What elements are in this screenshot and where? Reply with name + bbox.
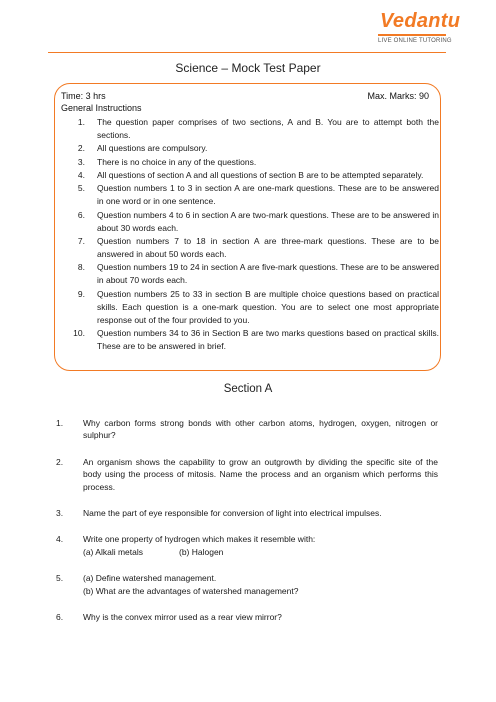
question-text: Write one property of hydrogen which makes it resemble with: <box>83 534 316 545</box>
question-options <box>83 546 438 558</box>
general-instructions-heading: General Instructions <box>61 103 142 113</box>
paper-title: Science – Mock Test Paper <box>175 61 321 75</box>
instruction-item: 1. The question paper comprises of two sections, A and B. You are to attempt both the sections. <box>77 117 439 141</box>
question-part-b: (b) What are the advantages of watershed management? <box>83 585 299 596</box>
instruction-item: 9. Question numbers 25 to 33 in section B are multiple choice questions based on practical skills. Each question is a one-mark question. You are to select one most appropriate response out of the four provided to you. <box>77 288 439 325</box>
instruction-item: 5. Question numbers 1 to 3 in section A are one-mark questions. These are to be answered in one word or in one sentence. <box>77 183 439 207</box>
question-item: 1. Why carbon forms strong bonds with other carbon atoms, hydrogen, oxygen, nitrogen or sulphur? <box>56 418 438 441</box>
instruction-item: 3. There is no choice in any of the questions. <box>77 156 257 167</box>
time-label: Time: 3 hrs <box>61 91 106 101</box>
question-item: 6. Why is the convex mirror used as a rear view mirror? <box>56 612 282 623</box>
option-b: (b) Halogen <box>179 546 224 557</box>
logo-wordmark: Vedantu <box>380 10 461 32</box>
section-a-heading: Section A <box>223 383 273 395</box>
question-item: 4. Write one property of hydrogen which makes it resemble with: (a) Alkali metals (b) Halogen <box>56 533 438 558</box>
vedantu-logo <box>376 10 486 54</box>
instruction-item: 4. All questions of section A and all questions of section B are to be attempted separately. <box>77 169 424 180</box>
instructions-list <box>61 116 439 354</box>
questions-list <box>56 417 438 623</box>
question-item: 2. An organism shows the capability to grow an outgrowth by dividing the specific site of the body using the process of mitosis. Name the process and an organism which performs this process. <box>56 456 438 492</box>
instruction-item: 6. Question numbers 4 to 6 in section A are two-mark questions. These are to be answered in about 30 words each. <box>77 209 439 233</box>
logo-underline <box>378 34 446 36</box>
instruction-item: 10. Question numbers 34 to 36 in Section B are two marks questions based on practical skills. These are to be answered in brief. <box>73 328 439 352</box>
instructions-header <box>61 91 429 101</box>
question-item: 5. (a) Define watershed management. (b) What are the advantages of watershed management? <box>56 572 438 597</box>
instruction-item: 8. Question numbers 19 to 24 in section A are five-mark questions. These are to be answered in about 70 words each. <box>77 262 439 286</box>
instruction-item: 2. All questions are compulsory. <box>77 143 208 154</box>
option-a: (a) Alkali metals <box>83 546 143 557</box>
max-marks-label: Max. Marks: 90 <box>367 91 429 101</box>
instruction-item: 7. Question numbers 7 to 18 in section A are three-mark questions. These are to be answered in about 50 words each. <box>77 235 439 260</box>
logo-tagline: LIVE ONLINE TUTORING <box>378 38 452 44</box>
question-part-a: (a) Define watershed management. <box>83 573 217 584</box>
header-divider <box>48 52 446 53</box>
question-item: 3. Name the part of eye responsible for conversion of light into electrical impulses. <box>56 508 382 519</box>
